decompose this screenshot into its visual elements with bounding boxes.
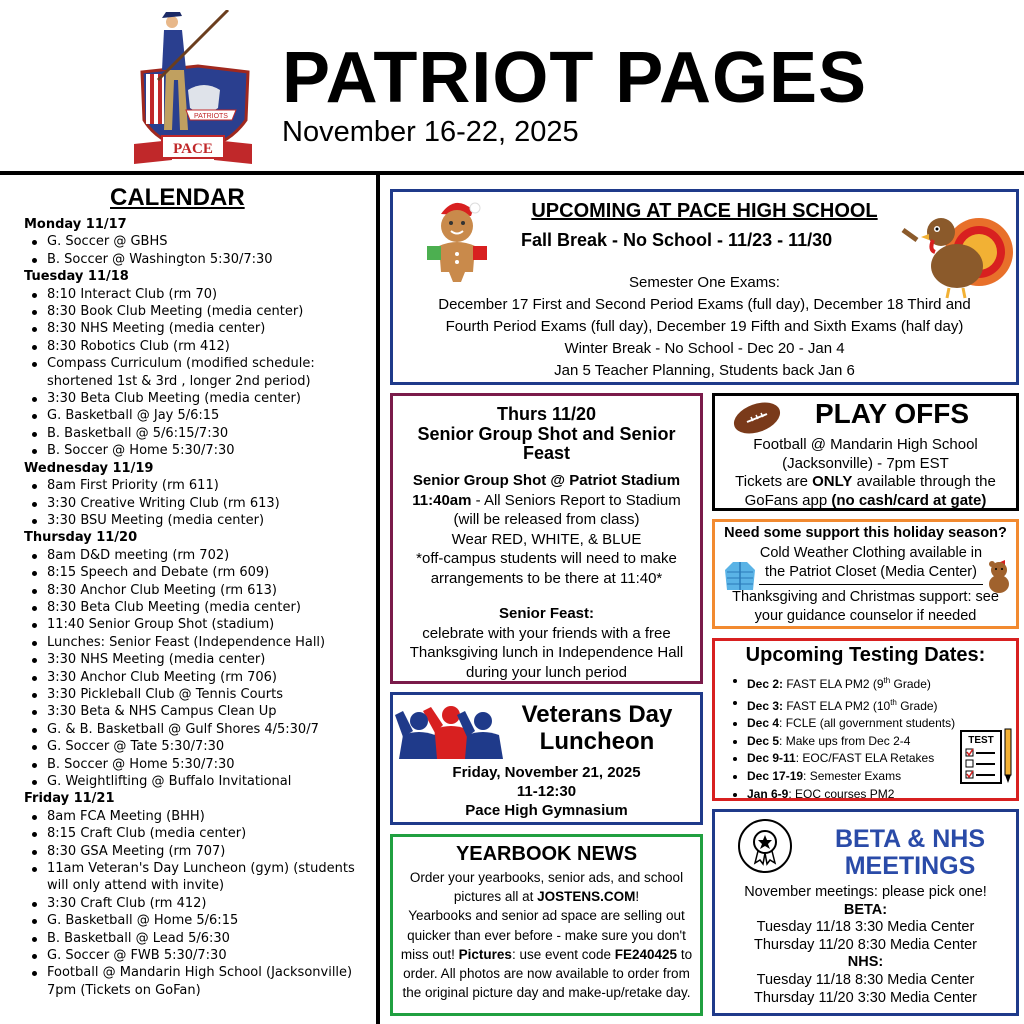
tickets-text: Tickets are [735,473,813,490]
beta-title-line2: MEETINGS [844,852,976,880]
svg-text:PACE: PACE [173,141,213,157]
calendar-event: Football @ Mandarin High School (Jacksonville) 7pm (Tickets on GoFan) [24,964,364,999]
yearbook-p2: Yearbooks and senior ad space are selling out quicker than ever before - make sure you don't miss out! [400,908,686,962]
upcoming-line: Semester One Exams: [629,274,780,291]
veterans-title-line1: Veterans Day [521,701,673,728]
calendar-event: G. & B. Basketball @ Gulf Shores 4/5:30/7 [24,721,364,738]
testing-date: Dec 17-19 [747,768,804,783]
upcoming-line: Fourth Period Exams (full day), December 19 Fifth and Sixth Exams (half day) [445,318,964,335]
page-title: PATRIOT PAGES [282,38,868,118]
calendar-event: 3:30 Beta & NHS Campus Clean Up [24,703,364,720]
testing-box [712,638,1019,801]
yearbook-p4: to order. All photos are now available to order from the original picture day and make-up/retake day. [402,946,693,1001]
calendar-event: B. Soccer @ Washington 5:30/7:30 [24,251,364,268]
testing-title: Upcoming Testing Dates: [745,644,986,666]
senior-shot-text: - All Seniors Report to Stadium (will be released from class) [453,491,681,528]
calendar-day-items [24,286,364,460]
award-ribbon-icon [737,818,793,874]
senior-title: Senior Group Shot and Senior Feast [417,424,676,463]
calendar-event: 8:30 Beta Club Meeting (media center) [24,599,364,616]
calendar-event: 8:10 Interact Club (rm 70) [24,286,364,303]
calendar-event: 3:30 Anchor Club Meeting (rm 706) [24,669,364,686]
beta-title-line1: BETA & NHS [835,825,985,853]
calendar-day-label: Tuesday 11/18 [24,269,129,285]
senior-shot-time: 11:40am [412,491,472,509]
veterans-date: Friday, November 21, 2025 [452,764,641,781]
nhs-meeting: Thursday 11/20 3:30 Media Center [753,989,977,1006]
calendar-event: B. Basketball @ 5/6:15/7:30 [24,425,364,442]
calendar-day-items [24,233,364,268]
testing-text: : Semester Exams [803,768,902,783]
calendar-event: 8:15 Speech and Debate (rm 609) [24,564,364,581]
beta-title [805,826,1015,880]
beta-nhs-box [712,809,1019,1016]
veterans-time: 11-12:30 [516,783,577,800]
calendar-event: 8:30 Anchor Club Meeting (rm 613) [24,582,364,599]
calendar-event: 8am FCA Meeting (BHH) [24,808,364,825]
senior-shot-heading: Senior Group Shot @ Patriot Stadium [412,472,681,489]
calendar-event: 3:30 Craft Club (rm 412) [24,895,364,912]
upcoming-details [393,272,1016,382]
calendar-event: 3:30 Pickleball Club @ Tennis Courts [24,686,364,703]
senior-box [390,393,703,684]
date-range: November 16-22, 2025 [282,116,579,148]
testing-sup: th [883,676,891,685]
calendar-event: 11:40 Senior Group Shot (stadium) [24,616,364,633]
yearbook-p1-end: ! [635,889,640,905]
calendar-day-label: Monday 11/17 [24,217,127,232]
calendar-section [0,178,372,1024]
calendar-day-items [24,808,364,999]
beta-label: BETA: [843,901,888,918]
tickets-only: ONLY [812,473,853,490]
veterans-title-line2: Luncheon [539,728,655,755]
senior-feast-text: celebrate with your friends with a free Thanksgiving lunch in Independence Hall during your lunch period [409,624,684,681]
testing-after: Grade) [896,698,938,713]
veterans-details [393,763,700,820]
testing-text: FAST ELA PM2 (9 [783,677,884,691]
yearbook-pictures: Pictures [458,946,512,962]
nhs-label: NHS: [847,954,884,971]
support-counselor: Thanksgiving and Christmas support: see your guidance counselor if needed [732,589,999,624]
playoffs-text [721,436,1010,510]
calendar-event: Lunches: Senior Feast (Independence Hall) [24,634,364,651]
jacket-icon [723,558,757,592]
tickets-note: (no cash/card at gate) [831,491,987,509]
saluting-soldiers-icon [395,703,507,759]
calendar-event: G. Basketball @ Jay 5/6:15 [24,407,364,424]
calendar-day-label: Wednesday 11/19 [24,460,154,476]
upcoming-title: UPCOMING AT PACE HIGH SCHOOL [531,200,878,222]
senior-date: Thurs 11/20 [496,404,597,424]
calendar-day-items [24,547,364,791]
yearbook-box [390,834,703,1016]
senior-feast-heading: Senior Feast: [498,605,595,622]
upcoming-line: Jan 5 Teacher Planning, Students back Jan 6 [554,362,855,379]
calendar-event: 3:30 Beta Club Meeting (media center) [24,390,364,407]
support-title: Need some support this holiday season? [724,525,1007,541]
support-box [712,519,1019,629]
senior-feast [403,604,690,682]
beta-meeting: Thursday 11/20 8:30 Media Center [753,936,977,953]
nhs-meeting: Tuesday 11/18 8:30 Media Center [756,971,975,988]
calendar-event: 8am First Priority (rm 611) [24,477,364,494]
testing-sup: th [890,697,897,707]
tickets-text-2: available through the GoFans app [744,473,996,509]
calendar-event: 8:30 GSA Meeting (rm 707) [24,843,364,860]
beta-details [715,884,1016,1007]
calendar-day-label: Thursday 11/20 [24,530,138,546]
calendar-event: 8:30 Robotics Club (rm 412) [24,338,364,355]
calendar-event: G. Soccer @ FWB 5:30/7:30 [24,947,364,964]
yearbook-p3: : use event code [511,946,615,962]
senior-offcampus: *off-campus students will need to make arrangements to be there at 11:40* [416,550,677,587]
beta-intro: November meetings: please pick one! [744,884,987,900]
event-code: FE240425 [614,946,678,962]
veterans-title [497,701,697,755]
testing-date-item [733,694,1016,716]
calendar-event: Compass Curriculum (modified schedule: shortened 1st & 3rd , longer 2nd period) [24,355,364,390]
calendar-event: 11am Veteran's Day Luncheon (gym) (students will only attend with invite) [24,860,364,895]
yearbook-title: YEARBOOK NEWS [455,843,638,865]
beta-meeting: Tuesday 11/18 3:30 Media Center [756,919,975,936]
testing-date-item [733,786,1016,801]
calendar-event: 8:30 NHS Meeting (media center) [24,320,364,337]
testing-text: FAST ELA PM2 (10 [783,698,891,713]
testing-text: : Make ups from Dec 2-4 [779,733,911,748]
calendar-event: G. Basketball @ Home 5/6:15 [24,912,364,929]
testing-text: : EOC courses PM2 [788,786,895,801]
yearbook-text [393,868,700,1002]
playoffs-title: PLAY OFFS [815,398,970,429]
calendar-event: 3:30 NHS Meeting (media center) [24,651,364,668]
calendar-event: 8:30 Book Club Meeting (media center) [24,303,364,320]
testing-date: Dec 4 [747,716,780,731]
calendar-event: G. Soccer @ GBHS [24,233,364,250]
testing-date: Dec 3: [747,698,784,713]
calendar-event: G. Weightlifting @ Buffalo Invitational [24,773,364,790]
test-paper-icon [959,727,1017,787]
upcoming-line: Winter Break - No School - Dec 20 - Jan 4 [564,340,845,357]
school-logo [128,10,258,166]
calendar-event: B. Soccer @ Home 5:30/7:30 [24,756,364,773]
testing-after: Grade) [890,677,931,691]
calendar-event: B. Soccer @ Home 5:30/7:30 [24,442,364,459]
playoffs-box [712,393,1019,511]
upcoming-box [390,189,1019,385]
column-divider [376,173,380,1024]
testing-date: Dec 2: [747,677,784,691]
calendar-event: 8:15 Craft Club (media center) [24,825,364,842]
calendar-day-items [24,477,364,529]
upcoming-line: December 17 First and Second Period Exams (full day), December 18 Third and [438,296,971,313]
veterans-place: Pace High Gymnasium [465,802,628,819]
testing-text: : EOC/FAST ELA Retakes [795,751,935,766]
calendar-event: 8am D&D meeting (rm 702) [24,547,364,564]
calendar-event: 3:30 BSU Meeting (media center) [24,512,364,529]
fall-break: Fall Break - No School - 11/23 - 11/30 [521,230,833,250]
testing-date-item [733,672,1016,694]
jostens-link[interactable]: JOSTENS.COM [537,889,636,905]
yearbook-p1: Order your yearbooks, senior ads, and school pictures all at [409,870,684,905]
testing-date: Dec 9-11 [747,751,796,766]
senior-wear: Wear RED, WHITE, & BLUE [451,530,642,548]
playoffs-line: Football @ Mandarin High School (Jacksonville) - 7pm EST [753,436,978,472]
testing-text: : FCLE (all government students) [779,716,956,731]
calendar-event: G. Soccer @ Tate 5:30/7:30 [24,738,364,755]
svg-text:PATRIOTS: PATRIOTS [194,113,228,120]
support-clothing: Cold Weather Clothing available in the Patriot Closet (Media Center) [759,544,983,585]
svg-text:TEST: TEST [968,735,994,746]
header-divider [0,171,1024,175]
football-icon [731,398,783,438]
calendar-day-label: Friday 11/21 [24,791,115,807]
calendar-list [24,216,364,999]
senior-shot [403,471,690,588]
testing-date: Dec 5 [747,733,780,748]
calendar-event: 3:30 Creative Writing Club (rm 613) [24,495,364,512]
testing-date: Jan 6-9 [747,786,789,801]
calendar-title: CALENDAR [110,184,245,211]
veterans-box [390,692,703,825]
calendar-event: B. Basketball @ Lead 5/6:30 [24,930,364,947]
